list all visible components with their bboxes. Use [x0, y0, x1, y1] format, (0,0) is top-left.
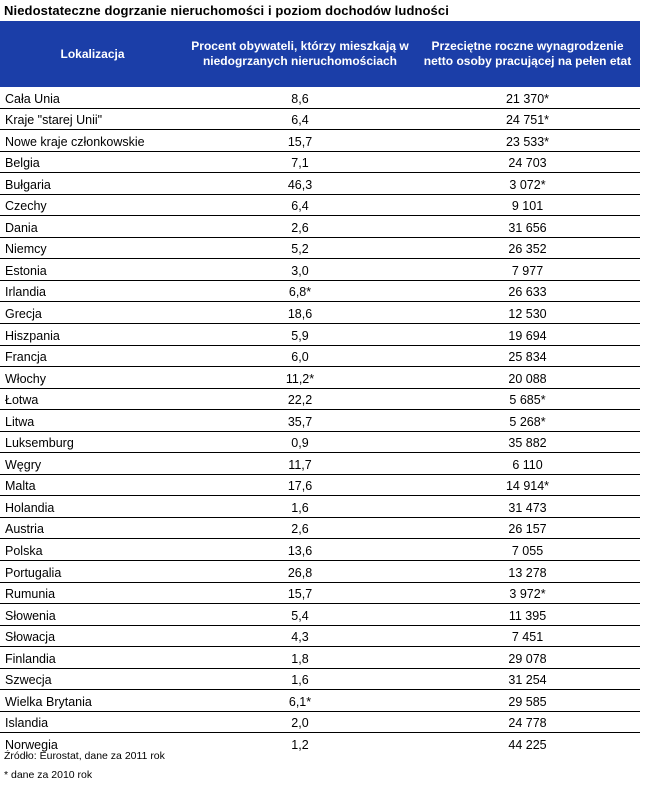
cell-salary: 31 254	[415, 668, 640, 690]
cell-location: Estonia	[0, 259, 185, 281]
table-row	[0, 324, 640, 346]
cell-salary: 31 656	[415, 216, 640, 238]
cell-percent: 4,3	[185, 625, 415, 647]
cell-percent: 2,6	[185, 216, 415, 238]
cell-salary: 24 751*	[415, 108, 640, 130]
cell-location: Słowacja	[0, 625, 185, 647]
table-header-row	[0, 21, 640, 87]
table-row	[0, 647, 640, 669]
cell-location: Dania	[0, 216, 185, 238]
cell-location: Malta	[0, 474, 185, 496]
source-note: Źródło: Eurostat, dane za 2011 rok	[4, 750, 165, 762]
cell-percent: 6,8*	[185, 280, 415, 302]
cell-salary: 5 685*	[415, 388, 640, 410]
table-row	[0, 194, 640, 216]
data-table	[0, 21, 640, 754]
cell-salary: 14 914*	[415, 474, 640, 496]
table-row	[0, 668, 640, 690]
cell-location: Portugalia	[0, 561, 185, 583]
cell-location: Nowe kraje członkowskie	[0, 130, 185, 152]
asterisk-note: * dane za 2010 rok	[4, 769, 93, 781]
cell-salary: 26 157	[415, 517, 640, 539]
cell-salary: 13 278	[415, 561, 640, 583]
cell-percent: 15,7	[185, 130, 415, 152]
cell-percent: 6,1*	[185, 690, 415, 712]
cell-location: Polska	[0, 539, 185, 561]
cell-salary: 31 473	[415, 496, 640, 518]
table-row	[0, 625, 640, 647]
cell-location: Luksemburg	[0, 431, 185, 453]
cell-percent: 6,0	[185, 345, 415, 367]
table-row	[0, 108, 640, 130]
table-row	[0, 410, 640, 432]
cell-salary: 24 778	[415, 711, 640, 733]
cell-percent: 0,9	[185, 431, 415, 453]
table-row	[0, 517, 640, 539]
column-header-percent-underheated: Procent obywateli, którzy mieszkają w niedogrzanych nieruchomościach	[185, 21, 415, 87]
cell-location: Węgry	[0, 453, 185, 475]
cell-salary: 29 078	[415, 647, 640, 669]
cell-percent: 1,8	[185, 647, 415, 669]
column-header-net-salary: Przeciętne roczne wynagrodzenie netto osoby pracującej na pełen etat	[415, 21, 640, 87]
cell-percent: 6,4	[185, 108, 415, 130]
cell-percent: 2,6	[185, 517, 415, 539]
cell-salary: 44 225	[508, 737, 547, 752]
cell-location: Finlandia	[0, 647, 185, 669]
cell-salary: 7 977	[415, 259, 640, 281]
cell-salary: 25 834	[415, 345, 640, 367]
table-row	[0, 453, 640, 475]
cell-percent: 7,1	[185, 151, 415, 173]
table-row	[0, 173, 640, 195]
cell-salary: 24 703	[415, 151, 640, 173]
table-row	[0, 474, 640, 496]
cell-salary: 23 533*	[415, 130, 640, 152]
cell-percent: 11,2*	[185, 367, 415, 389]
cell-percent: 26,8	[185, 561, 415, 583]
cell-percent: 35,7	[185, 410, 415, 432]
cell-location: Belgia	[0, 151, 185, 173]
cell-percent: 1,6	[185, 668, 415, 690]
cell-location: Czechy	[0, 194, 185, 216]
table-row	[0, 151, 640, 173]
cell-salary: 21 370*	[415, 87, 640, 108]
table-row	[0, 216, 640, 238]
cell-location: Kraje "starej Unii"	[0, 108, 185, 130]
cell-salary: 26 633	[415, 280, 640, 302]
cell-percent: 5,2	[185, 237, 415, 259]
cell-location: Wielka Brytania	[0, 690, 185, 712]
cell-percent: 6,4	[185, 194, 415, 216]
cell-percent: 17,6	[185, 474, 415, 496]
cell-salary: 35 882	[415, 431, 640, 453]
cell-salary: 11 395	[415, 604, 640, 626]
table-row	[0, 690, 640, 712]
cell-location: Cała Unia	[0, 87, 185, 108]
cell-percent: 3,0	[185, 259, 415, 281]
cell-location: Łotwa	[0, 388, 185, 410]
cell-percent: 1,6	[185, 496, 415, 518]
cell-location: Grecja	[0, 302, 185, 324]
cell-salary: 9 101	[415, 194, 640, 216]
cell-location: Rumunia	[0, 582, 185, 604]
table-row	[0, 259, 640, 281]
cell-percent: 22,2	[185, 388, 415, 410]
table-row	[0, 130, 640, 152]
table-row	[0, 431, 640, 453]
table-row	[0, 496, 640, 518]
table-row	[0, 582, 640, 604]
cell-percent: 1,2	[291, 737, 309, 752]
cell-salary: 29 585	[415, 690, 640, 712]
table-row	[0, 87, 640, 108]
column-header-location: Lokalizacja	[0, 21, 185, 87]
table-row	[0, 280, 640, 302]
cell-salary: 7 451	[415, 625, 640, 647]
table-row	[0, 237, 640, 259]
cell-percent: 5,4	[185, 604, 415, 626]
cell-percent: 13,6	[185, 539, 415, 561]
table-row	[0, 604, 640, 626]
cell-location: Austria	[0, 517, 185, 539]
cell-location: Niemcy	[0, 237, 185, 259]
cell-location: Słowenia	[0, 604, 185, 626]
table-row	[0, 302, 640, 324]
cell-location: Francja	[0, 345, 185, 367]
cell-salary: 19 694	[415, 324, 640, 346]
table-row	[0, 711, 640, 733]
cell-percent: 8,6	[185, 87, 415, 108]
cell-percent: 18,6	[185, 302, 415, 324]
cell-percent: 5,9	[185, 324, 415, 346]
table-row	[0, 388, 640, 410]
cell-percent: 11,7	[185, 453, 415, 475]
cell-location: Bułgaria	[0, 173, 185, 195]
table-row	[0, 561, 640, 583]
cell-location: Hiszpania	[0, 324, 185, 346]
cell-salary: 7 055	[415, 539, 640, 561]
cell-location: Szwecja	[0, 668, 185, 690]
cell-salary: 12 530	[415, 302, 640, 324]
cell-location: Litwa	[0, 410, 185, 432]
table-body	[0, 87, 640, 754]
cell-location: Norwegia	[5, 737, 58, 752]
cell-location: Islandia	[0, 711, 185, 733]
cell-salary: 3 972*	[415, 582, 640, 604]
cell-salary: 20 088	[415, 367, 640, 389]
cell-salary: 6 110	[415, 453, 640, 475]
cell-salary: 5 268*	[415, 410, 640, 432]
cell-percent: 15,7	[185, 582, 415, 604]
cell-salary: 26 352	[415, 237, 640, 259]
cell-location: Włochy	[0, 367, 185, 389]
table-row	[0, 367, 640, 389]
table-row	[0, 345, 640, 367]
cell-location: Irlandia	[0, 280, 185, 302]
page-title: Niedostateczne dogrzanie nieruchomości i poziom dochodów ludności	[4, 3, 449, 18]
table-row	[0, 539, 640, 561]
cell-salary: 3 072*	[415, 173, 640, 195]
cell-percent: 2,0	[185, 711, 415, 733]
cell-location: Holandia	[0, 496, 185, 518]
cell-percent: 46,3	[185, 173, 415, 195]
